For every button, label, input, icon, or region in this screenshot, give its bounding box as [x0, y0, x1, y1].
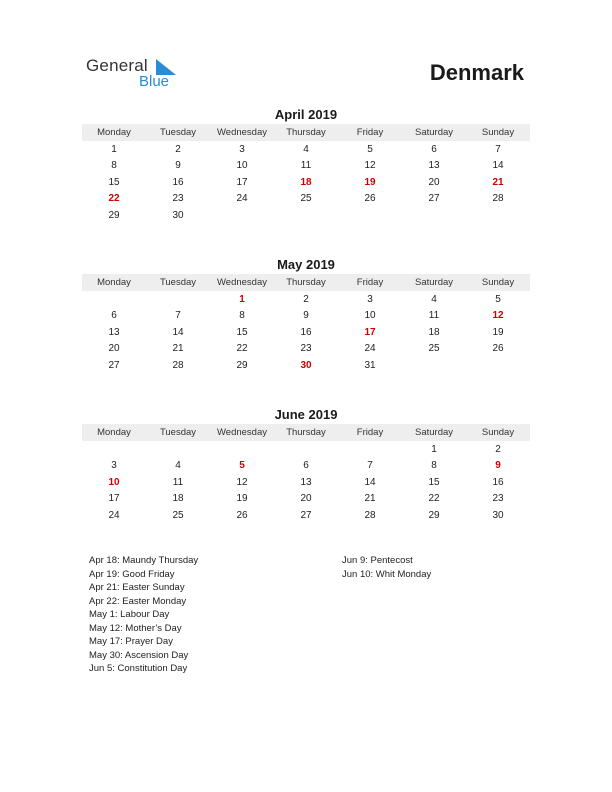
- holiday-item: Apr 22: Easter Monday: [89, 595, 187, 607]
- day-cell: 19: [492, 326, 504, 338]
- holiday-item: May 12: Mother’s Day: [89, 622, 182, 634]
- weekday-label: Thursday: [286, 277, 326, 288]
- day-cell: 30: [492, 509, 504, 521]
- day-cell: 15: [428, 476, 440, 488]
- day-cell: 22: [428, 493, 440, 505]
- day-cell: 6: [431, 143, 437, 155]
- weekday-label: Monday: [97, 277, 131, 288]
- day-cell: 9: [175, 160, 181, 172]
- day-cell: 29: [236, 359, 248, 371]
- weekday-label: Wednesday: [217, 127, 267, 138]
- weekday-label: Saturday: [414, 427, 454, 438]
- day-cell: 8: [111, 160, 117, 172]
- day-cell: 28: [492, 193, 504, 205]
- day-cell: 24: [108, 509, 120, 521]
- day-cell: 21: [364, 493, 376, 505]
- weekday-label: Monday: [97, 127, 131, 138]
- holiday-item: Jun 9: Pentecost: [342, 555, 413, 566]
- day-cell: 22: [236, 343, 248, 355]
- weekday-label: Tuesday: [159, 127, 197, 138]
- weekday-label: Tuesday: [159, 427, 197, 438]
- weekday-label: Sunday: [481, 127, 515, 138]
- day-cell: 3: [367, 293, 373, 305]
- day-cell: 25: [428, 343, 440, 355]
- holiday-list-left: [89, 554, 198, 676]
- weekday-label: Friday: [356, 127, 384, 138]
- day-cell: 11: [172, 476, 184, 488]
- day-cell-holiday: 5: [239, 460, 245, 472]
- day-cell: 20: [300, 493, 312, 505]
- day-cell: 11: [428, 310, 440, 322]
- day-cell: 2: [175, 143, 181, 155]
- weekday-label: Saturday: [414, 127, 454, 138]
- day-cell: 12: [364, 160, 376, 172]
- day-cell: 18: [428, 326, 440, 338]
- week-row: [82, 474, 530, 491]
- day-cell: 3: [239, 143, 245, 155]
- week-row: [82, 341, 530, 358]
- month-calendar-may: [82, 256, 530, 374]
- holiday-item: Jun 10: Whit Monday: [342, 568, 432, 580]
- weekday-label: Friday: [356, 277, 384, 288]
- day-cell: 23: [300, 343, 312, 355]
- day-cell: 27: [108, 359, 120, 371]
- day-cell-holiday: 19: [364, 176, 376, 188]
- day-cell: 29: [108, 209, 120, 221]
- weekday-label: Wednesday: [217, 277, 267, 288]
- day-cell: 6: [303, 460, 309, 472]
- day-cell-holiday: 9: [495, 460, 501, 472]
- weekday-label: Monday: [97, 427, 131, 438]
- day-cell-holiday: 17: [364, 326, 376, 338]
- logo-blue-text: Blue: [139, 73, 170, 90]
- day-cell: 27: [300, 509, 312, 521]
- day-cell: 5: [367, 143, 373, 155]
- week-row: [82, 507, 530, 524]
- weekday-label: Friday: [356, 427, 384, 438]
- day-cell: 10: [236, 160, 248, 172]
- month-grid: [82, 141, 530, 224]
- day-cell-holiday: 18: [300, 176, 312, 188]
- day-cell: 26: [492, 343, 504, 355]
- day-cell: 3: [111, 460, 117, 472]
- week-row: [82, 174, 530, 191]
- day-cell-holiday: 12: [492, 310, 504, 322]
- generalblue-logo: [86, 56, 186, 92]
- day-cell-holiday: 1: [239, 293, 245, 305]
- weekday-header: [82, 274, 530, 291]
- holiday-item: Apr 19: Good Friday: [89, 568, 175, 580]
- day-cell: 13: [300, 476, 312, 488]
- logo-general-text: General: [86, 56, 148, 75]
- day-cell-holiday: 10: [108, 476, 120, 488]
- week-row: [82, 158, 530, 175]
- day-cell: 14: [492, 160, 504, 172]
- month-grid: [82, 291, 530, 374]
- holiday-item: Jun 5: Constitution Day: [89, 663, 188, 674]
- month-calendar-june: [82, 406, 530, 524]
- day-cell: 16: [492, 476, 504, 488]
- day-cell: 20: [428, 176, 440, 188]
- day-cell: 6: [111, 310, 117, 322]
- weekday-label: Saturday: [414, 277, 454, 288]
- week-row: [82, 357, 530, 374]
- day-cell: 8: [431, 460, 437, 472]
- holiday-item: May 1: Labour Day: [89, 609, 170, 620]
- day-cell: 20: [108, 343, 120, 355]
- day-cell: 26: [236, 509, 248, 521]
- week-row: [82, 207, 530, 224]
- weekday-label: Sunday: [481, 427, 515, 438]
- month-calendar-april: [82, 106, 530, 224]
- week-row: [82, 191, 530, 208]
- day-cell: 25: [172, 509, 184, 521]
- month-title: May 2019: [277, 257, 335, 272]
- day-cell: 1: [431, 443, 437, 455]
- week-row: [82, 491, 530, 508]
- day-cell: 28: [172, 359, 184, 371]
- day-cell: 10: [364, 310, 376, 322]
- day-cell: 4: [303, 143, 309, 155]
- day-cell: 18: [172, 493, 184, 505]
- day-cell: 17: [236, 176, 248, 188]
- day-cell: 13: [428, 160, 440, 172]
- day-cell: 7: [367, 460, 373, 472]
- day-cell: 21: [172, 343, 184, 355]
- day-cell: 27: [428, 193, 440, 205]
- day-cell: 30: [172, 209, 184, 221]
- day-cell: 7: [495, 143, 501, 155]
- day-cell: 8: [239, 310, 245, 322]
- holiday-item: Apr 21: Easter Sunday: [89, 582, 185, 593]
- weekday-label: Wednesday: [217, 427, 267, 438]
- week-row: [82, 324, 530, 341]
- day-cell: 29: [428, 509, 440, 521]
- day-cell: 26: [364, 193, 376, 205]
- day-cell: 16: [172, 176, 184, 188]
- weekday-header: [82, 424, 530, 441]
- day-cell: 28: [364, 509, 376, 521]
- day-cell: 2: [495, 443, 501, 455]
- day-cell: 19: [236, 493, 248, 505]
- day-cell-holiday: 21: [492, 176, 504, 188]
- week-row: [82, 441, 530, 458]
- day-cell: 13: [108, 326, 120, 338]
- week-row: [82, 458, 530, 475]
- day-cell: 23: [172, 193, 184, 205]
- day-cell: 24: [364, 343, 376, 355]
- day-cell: 4: [431, 293, 437, 305]
- day-cell: 16: [300, 326, 312, 338]
- day-cell: 1: [111, 143, 117, 155]
- week-row: [82, 308, 530, 325]
- holiday-item: May 30: Ascension Day: [89, 649, 189, 661]
- day-cell: 4: [175, 460, 181, 472]
- day-cell-holiday: 22: [108, 193, 120, 205]
- day-cell: 12: [236, 476, 248, 488]
- week-row: [82, 291, 530, 308]
- weekday-label: Sunday: [481, 277, 515, 288]
- month-grid: [82, 441, 530, 524]
- day-cell: 5: [495, 293, 501, 305]
- day-cell: 15: [236, 326, 248, 338]
- holiday-item: Apr 18: Maundy Thursday: [89, 555, 199, 566]
- day-cell-holiday: 30: [300, 359, 312, 371]
- weekday-label: Thursday: [286, 427, 326, 438]
- day-cell: 11: [300, 160, 312, 172]
- country-title: Denmark: [429, 60, 524, 85]
- week-row: [82, 141, 530, 158]
- day-cell: 31: [364, 359, 376, 371]
- day-cell: 23: [492, 493, 504, 505]
- day-cell: 24: [236, 193, 248, 205]
- weekday-header: [82, 124, 530, 141]
- holiday-item: May 17: Prayer Day: [89, 636, 173, 647]
- day-cell: 15: [108, 176, 120, 188]
- day-cell: 14: [172, 326, 184, 338]
- day-cell: 17: [108, 493, 120, 505]
- day-cell: 9: [303, 310, 309, 322]
- day-cell: 2: [303, 293, 309, 305]
- weekday-label: Thursday: [286, 127, 326, 138]
- day-cell: 7: [175, 310, 181, 322]
- day-cell: 14: [364, 476, 376, 488]
- month-title: April 2019: [274, 107, 338, 122]
- day-cell: 25: [300, 193, 312, 205]
- month-title: June 2019: [274, 407, 338, 422]
- holiday-list-right: [342, 554, 431, 581]
- weekday-label: Tuesday: [159, 277, 197, 288]
